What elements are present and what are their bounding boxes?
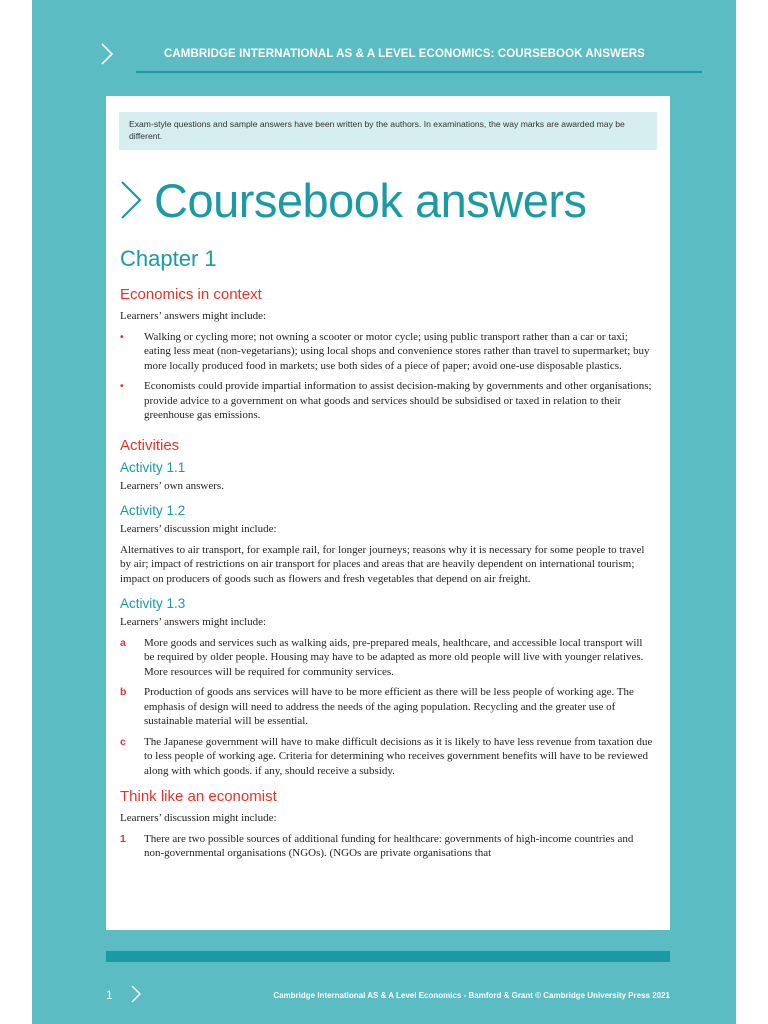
page-title: Coursebook answers bbox=[154, 173, 587, 227]
section-heading-activities: Activities bbox=[120, 436, 180, 454]
bullet-marker: • bbox=[120, 330, 124, 343]
item-marker: b bbox=[120, 686, 127, 698]
list-item-text: More goods and services such as walking aids, pre-prepared meals, healthcare, and accessible local transport will be required by older people. Housing may have to be adapted as more old people will live with younger relatives. More resources will be required for community services. bbox=[144, 636, 644, 678]
list-item-text: Production of goods ans services will have to be more efficient as there will be less people of working age. The emphasis of design will need to address the needs of the aging population. Recycling and the greater use of sustainable material will be essential. bbox=[144, 686, 634, 727]
chevron-right-icon bbox=[118, 178, 144, 222]
footer-copyright: Cambridge International AS & A Level Economics - Bamford & Grant © Cambridge University Press 2021 bbox=[273, 991, 670, 1000]
list-item bbox=[120, 636, 654, 680]
list-item-text: Economists could provide impartial information to assist decision-making by governments and other organisations; provide advice to a government on what goods and services should be subsidised or taxed in relation to their greenhouse gas emissions. bbox=[144, 380, 652, 421]
activity-heading-1-3: Activity 1.3 bbox=[120, 596, 186, 611]
chevron-right-icon bbox=[100, 42, 114, 66]
page-title-row bbox=[118, 168, 666, 232]
item-marker: c bbox=[120, 735, 126, 748]
list-item-text: Walking or cycling more; not owning a scooter or motor cycle; using public transport rather than a car or taxi; eating less meat (non-vegetarians); using local shops and convenience stores rather than travel to supermarket; buy more locally produced food in markets; use both sides of a piece of paper; avoid one-use disposable plastics. bbox=[144, 330, 650, 372]
list-item bbox=[120, 330, 654, 374]
header-title: CAMBRIDGE INTERNATIONAL AS & A LEVEL ECONOMICS: COURSEBOOK ANSWERS bbox=[164, 48, 645, 60]
page-number: 1 bbox=[106, 988, 113, 1002]
chapter-heading: Chapter 1 bbox=[120, 246, 217, 271]
list-item-text: The Japanese government will have to make difficult decisions as it is likely to have less revenue from taxation due to less people of working age. Criteria for determining who receives government benefits will have to be reviewed along with which goods. if any, should receive a subsidy. bbox=[144, 735, 653, 777]
list-item bbox=[120, 832, 654, 861]
chevron-right-icon bbox=[130, 984, 142, 1004]
list-item bbox=[120, 379, 654, 423]
exam-notice: Exam-style questions and sample answers have been written by the authors. In examinations, the way marks are awarded may be different. bbox=[119, 112, 657, 150]
section-heading-think-like-an-economist: Think like an economist bbox=[120, 788, 277, 805]
activity-intro: Learners’ discussion might include: bbox=[120, 523, 277, 535]
page-card bbox=[106, 96, 670, 930]
item-marker: 1 bbox=[120, 832, 126, 845]
footer-band bbox=[106, 951, 670, 962]
activity-heading-1-1: Activity 1.1 bbox=[120, 459, 186, 475]
main-content bbox=[120, 286, 654, 867]
activity-text: Learners’ own answers. bbox=[120, 479, 224, 492]
list-item-text: There are two possible sources of additional funding for healthcare: governments of high-income countries and non-governmental organisations (NGOs). (NGOs are private organisations that bbox=[144, 832, 634, 859]
section-intro: Learners’ answers might include: bbox=[120, 310, 267, 322]
bullet-marker: • bbox=[120, 380, 124, 392]
activity-text: Alternatives to air transport, for example rail, for longer journeys; reasons why it is necessary for some people to travel by air; impact of restrictions on air transport for places and areas that are heavily dependent on international tourism; impact on producers of goods such as flowers and fresh vegetables that depend on air freight. bbox=[120, 543, 645, 585]
item-marker: a bbox=[120, 636, 126, 649]
header-rule bbox=[136, 71, 702, 73]
activity-intro: Learners’ answers might include: bbox=[120, 616, 267, 628]
list-item bbox=[120, 685, 654, 729]
activity-heading-1-2: Activity 1.2 bbox=[120, 503, 186, 518]
section-heading-economics-in-context: Economics in context bbox=[120, 286, 262, 303]
running-header bbox=[32, 0, 736, 72]
section-intro: Learners’ discussion might include: bbox=[120, 812, 277, 824]
list-item bbox=[120, 735, 654, 779]
